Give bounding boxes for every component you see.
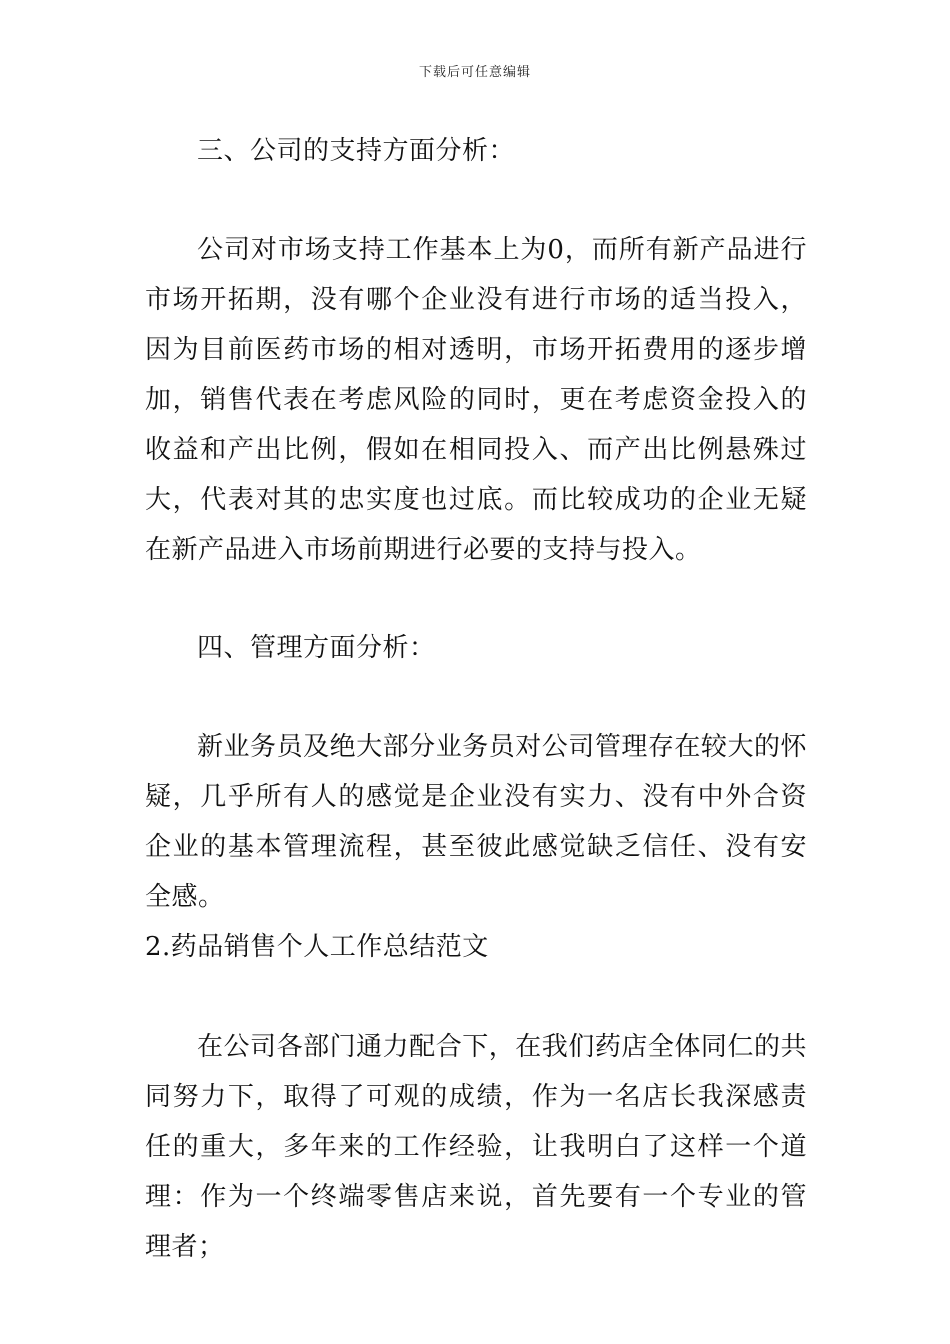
support-section-heading: 三、公司的支持方面分析：	[197, 136, 516, 166]
article-title: 2.药品销售个人工作总结范文	[145, 932, 489, 962]
support-section-paragraph: 公司对市场支持工作基本上为0，而所有新产品进行市场开拓期，没有哪个企业没有进行市场的适当投入，因为目前医药市场的相对透明，市场开拓费用的逐步增加，销售代表在考虑风险的同时，更在考虑资金投入的收益和产出比例，假如在相同投入、而产出比例悬殊过大，代表对其的忠实度也过底。而比较成功的企业无疑在新产品进入市场前期进行必要的支持与投入。	[145, 235, 807, 565]
management-section-heading: 四、管理方面分析：	[197, 633, 436, 663]
management-section-paragraph: 新业务员及绝大部分业务员对公司管理存在较大的怀疑，几乎所有人的感觉是企业没有实力、没有中外合资企业的基本管理流程，甚至彼此感觉缺乏信任、没有安全感。	[145, 732, 807, 912]
page-header-note: 下载后可任意编辑	[418, 65, 531, 80]
article-paragraph: 在公司各部门通力配合下，在我们药店全体同仁的共同努力下，取得了可观的成绩，作为一名店长我深感责任的重大，多年来的工作经验，让我明白了这样一个道理：作为一个终端零售店来说，首先要有一个专业的管理者；	[145, 1032, 807, 1262]
